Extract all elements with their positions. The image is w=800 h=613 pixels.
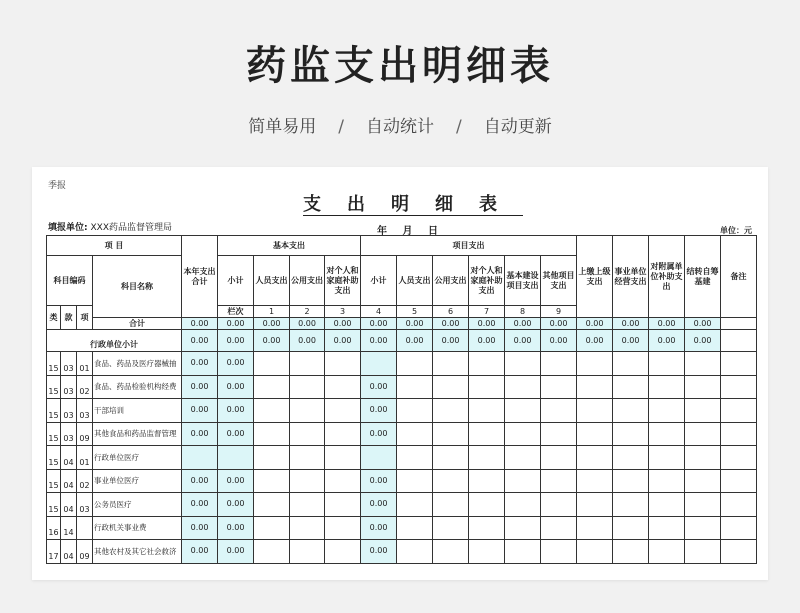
value-empty (649, 540, 685, 564)
table-row (47, 469, 757, 493)
value-basic-subtotal: 0.00 (218, 493, 254, 517)
code-xiang: 01 (77, 446, 93, 470)
value-empty (613, 352, 649, 376)
value-basic-subtotal: 0.00 (218, 422, 254, 446)
report-date: 年 月 日 (377, 226, 438, 237)
value-empty (290, 516, 325, 540)
header-col-10: 基本建设项目支出 (505, 256, 541, 306)
total-remark (721, 318, 757, 330)
header-code-0: 类 (47, 306, 61, 330)
code-kuan: 03 (61, 399, 77, 423)
value-empty (325, 375, 361, 399)
code-xiang: 02 (77, 375, 93, 399)
value-empty (325, 469, 361, 493)
table-row (47, 318, 757, 330)
feature-easy: 简单易用 (248, 117, 317, 137)
total-value: 0.00 (218, 318, 254, 330)
value-empty (541, 493, 577, 517)
subject-name: 干部培训 (93, 399, 182, 423)
code-kuan: 03 (61, 375, 77, 399)
value-empty (290, 469, 325, 493)
total-value: 0.00 (361, 318, 397, 330)
table-row (47, 540, 757, 564)
value-empty (254, 352, 290, 376)
subtotal-value: 0.00 (649, 330, 685, 352)
total-value: 0.00 (577, 318, 613, 330)
code-xiang: 09 (77, 422, 93, 446)
value-empty (433, 493, 469, 517)
value-empty (577, 375, 613, 399)
value-empty (325, 516, 361, 540)
value-empty (613, 540, 649, 564)
value-empty (505, 446, 541, 470)
column-number: 4 (361, 306, 397, 318)
value-empty (397, 422, 433, 446)
value-empty (577, 399, 613, 423)
subject-name: 食品、药品检验机构经费 (93, 375, 182, 399)
value-empty (397, 493, 433, 517)
table-row (47, 352, 757, 376)
header-col-8: 公用支出 (433, 256, 469, 306)
total-value: 0.00 (649, 318, 685, 330)
value-project-subtotal: 0.00 (361, 493, 397, 517)
value-empty (290, 540, 325, 564)
value-project-subtotal (361, 446, 397, 470)
value-empty (433, 399, 469, 423)
value-empty (721, 375, 757, 399)
table-row (47, 330, 757, 352)
value-empty (397, 375, 433, 399)
value-basic-subtotal: 0.00 (218, 352, 254, 376)
value-empty (290, 399, 325, 423)
total-value: 0.00 (290, 318, 325, 330)
code-xiang (77, 516, 93, 540)
subtotal-value: 0.00 (182, 330, 218, 352)
column-number: 1 (254, 306, 290, 318)
code-kuan: 04 (61, 540, 77, 564)
value-basic-subtotal (218, 446, 254, 470)
value-empty (254, 516, 290, 540)
value-empty (254, 469, 290, 493)
value-empty (290, 352, 325, 376)
value-empty (325, 493, 361, 517)
value-empty (649, 399, 685, 423)
code-kuan: 03 (61, 422, 77, 446)
value-empty (433, 516, 469, 540)
value-empty (397, 352, 433, 376)
value-project-subtotal: 0.00 (361, 375, 397, 399)
value-empty (685, 516, 721, 540)
value-empty (649, 469, 685, 493)
header-col-3: 人员支出 (254, 256, 290, 306)
value-empty (469, 399, 505, 423)
value-empty (505, 422, 541, 446)
subject-name: 食品、药品及医疗器械抽 (93, 352, 182, 376)
subtotal-value: 0.00 (361, 330, 397, 352)
separator: / (456, 117, 462, 137)
subtotal-value: 0.00 (218, 330, 254, 352)
code-lei: 15 (47, 469, 61, 493)
value-empty (290, 422, 325, 446)
column-number: 6 (433, 306, 469, 318)
table-row (47, 446, 757, 470)
value-empty (685, 469, 721, 493)
value-empty (433, 446, 469, 470)
code-lei: 15 (47, 446, 61, 470)
subtotal-value: 0.00 (254, 330, 290, 352)
code-kuan: 14 (61, 516, 77, 540)
value-empty (577, 516, 613, 540)
table-row (47, 236, 757, 256)
value-empty (469, 469, 505, 493)
code-kuan: 04 (61, 446, 77, 470)
value-project-subtotal: 0.00 (361, 399, 397, 423)
value-total: 0.00 (182, 516, 218, 540)
value-empty (541, 422, 577, 446)
row-number-label: 栏次 (218, 306, 254, 318)
table-row (47, 399, 757, 423)
subtotal-value: 0.00 (685, 330, 721, 352)
value-empty (721, 446, 757, 470)
column-number: 8 (505, 306, 541, 318)
value-empty (325, 540, 361, 564)
subtotal-value: 0.00 (433, 330, 469, 352)
value-basic-subtotal: 0.00 (218, 540, 254, 564)
value-project-subtotal: 0.00 (361, 469, 397, 493)
value-total: 0.00 (182, 540, 218, 564)
value-empty (469, 493, 505, 517)
subject-name: 事业单位医疗 (93, 469, 182, 493)
header-col-12: 上缴上级支出 (577, 236, 613, 318)
value-empty (469, 375, 505, 399)
code-lei: 15 (47, 422, 61, 446)
value-total: 0.00 (182, 493, 218, 517)
value-empty (649, 422, 685, 446)
value-empty (541, 375, 577, 399)
value-empty (505, 375, 541, 399)
reporting-unit-name: XXX药品监督管理局 (90, 223, 172, 233)
value-empty (613, 516, 649, 540)
subject-name: 行政单位医疗 (93, 446, 182, 470)
value-empty (649, 446, 685, 470)
value-empty (613, 469, 649, 493)
value-empty (505, 540, 541, 564)
value-empty (505, 469, 541, 493)
total-value: 0.00 (685, 318, 721, 330)
table-row (47, 516, 757, 540)
subtotal-remark (721, 330, 757, 352)
code-xiang: 09 (77, 540, 93, 564)
subtotal-value: 0.00 (397, 330, 433, 352)
subject-name: 行政机关事业费 (93, 516, 182, 540)
value-empty (397, 399, 433, 423)
code-kuan: 04 (61, 493, 77, 517)
value-empty (469, 516, 505, 540)
value-empty (721, 469, 757, 493)
value-empty (721, 493, 757, 517)
value-basic-subtotal: 0.00 (218, 469, 254, 493)
value-empty (685, 540, 721, 564)
table-row (47, 422, 757, 446)
subtotal-value: 0.00 (469, 330, 505, 352)
code-lei: 15 (47, 375, 61, 399)
subtotal-label: 行政单位小计 (47, 330, 182, 352)
column-number: 9 (541, 306, 577, 318)
header-col-11: 其他项目支出 (541, 256, 577, 306)
expense-detail-table (46, 235, 757, 564)
value-empty (469, 446, 505, 470)
value-empty (577, 422, 613, 446)
value-empty (290, 375, 325, 399)
value-empty (254, 493, 290, 517)
value-empty (254, 399, 290, 423)
value-empty (577, 469, 613, 493)
value-empty (433, 375, 469, 399)
header-name: 科目名称 (93, 256, 182, 318)
value-empty (721, 516, 757, 540)
reporting-unit-label: 填报单位: (48, 223, 88, 233)
spreadsheet-preview (32, 167, 768, 580)
value-empty (290, 493, 325, 517)
code-xiang: 02 (77, 469, 93, 493)
code-xiang: 01 (77, 352, 93, 376)
subtotal-value: 0.00 (613, 330, 649, 352)
column-number: 5 (397, 306, 433, 318)
value-total: 0.00 (182, 352, 218, 376)
column-number: 7 (469, 306, 505, 318)
value-empty (254, 375, 290, 399)
value-empty (325, 399, 361, 423)
value-total (182, 446, 218, 470)
value-empty (721, 540, 757, 564)
document-title (32, 190, 768, 216)
code-lei: 15 (47, 352, 61, 376)
code-xiang: 03 (77, 493, 93, 517)
value-project-subtotal: 0.00 (361, 422, 397, 446)
value-empty (577, 352, 613, 376)
value-empty (397, 469, 433, 493)
subject-name: 公务员医疗 (93, 493, 182, 517)
value-empty (541, 516, 577, 540)
code-kuan: 03 (61, 352, 77, 376)
column-number: 2 (290, 306, 325, 318)
value-empty (433, 540, 469, 564)
code-xiang: 03 (77, 399, 93, 423)
subject-name: 其他农村及其它社会救济 (93, 540, 182, 564)
value-empty (541, 399, 577, 423)
value-empty (433, 422, 469, 446)
value-empty (254, 422, 290, 446)
value-empty (685, 352, 721, 376)
value-empty (290, 446, 325, 470)
header-col-4: 公用支出 (290, 256, 325, 306)
table-row (47, 375, 757, 399)
value-empty (721, 352, 757, 376)
column-number: 3 (325, 306, 361, 318)
subject-name: 其他食品和药品监督管理 (93, 422, 182, 446)
value-empty (649, 493, 685, 517)
value-empty (254, 540, 290, 564)
header-col-7: 人员支出 (397, 256, 433, 306)
total-value: 0.00 (182, 318, 218, 330)
header-code-2: 项 (77, 306, 93, 330)
value-empty (613, 493, 649, 517)
subtotal-value: 0.00 (325, 330, 361, 352)
value-empty (469, 540, 505, 564)
value-empty (433, 469, 469, 493)
header-col-15: 结转自筹基建 (685, 236, 721, 318)
value-total: 0.00 (182, 422, 218, 446)
value-empty (649, 516, 685, 540)
feature-auto-stat: 自动统计 (366, 117, 434, 137)
value-empty (469, 422, 505, 446)
value-total: 0.00 (182, 399, 218, 423)
header-item-group: 项 目 (47, 236, 182, 256)
separator: / (338, 117, 344, 137)
value-project-subtotal: 0.00 (361, 516, 397, 540)
value-empty (721, 399, 757, 423)
total-value: 0.00 (505, 318, 541, 330)
value-empty (505, 493, 541, 517)
value-empty (433, 352, 469, 376)
header-project-group: 项目支出 (361, 236, 577, 256)
value-empty (685, 422, 721, 446)
total-value: 0.00 (433, 318, 469, 330)
value-empty (577, 540, 613, 564)
value-project-subtotal (361, 352, 397, 376)
value-empty (254, 446, 290, 470)
header-col-13: 事业单位经营支出 (613, 236, 649, 318)
value-empty (325, 352, 361, 376)
header-code: 科目编码 (47, 256, 93, 306)
header-code-1: 款 (61, 306, 77, 330)
value-empty (613, 446, 649, 470)
value-empty (505, 352, 541, 376)
value-empty (649, 352, 685, 376)
reporting-unit (48, 220, 172, 233)
value-empty (685, 446, 721, 470)
value-empty (541, 352, 577, 376)
value-empty (685, 375, 721, 399)
value-empty (397, 516, 433, 540)
header-col-9: 对个人和家庭补助支出 (469, 256, 505, 306)
value-empty (505, 516, 541, 540)
value-basic-subtotal: 0.00 (218, 399, 254, 423)
value-empty (685, 399, 721, 423)
header-col-6: 小计 (361, 256, 397, 306)
table-row (47, 493, 757, 517)
value-basic-subtotal: 0.00 (218, 516, 254, 540)
value-empty (685, 493, 721, 517)
currency-unit: 单位：元 (720, 226, 752, 235)
page-title: 药监支出明细表 (246, 43, 554, 89)
value-project-subtotal: 0.00 (361, 540, 397, 564)
subtotal-value: 0.00 (577, 330, 613, 352)
value-empty (721, 422, 757, 446)
total-value: 0.00 (325, 318, 361, 330)
document-title-text: 支出明细表 (303, 194, 523, 215)
value-empty (649, 375, 685, 399)
value-empty (397, 540, 433, 564)
value-empty (577, 493, 613, 517)
total-label: 合计 (93, 318, 182, 330)
value-empty (613, 422, 649, 446)
total-value: 0.00 (397, 318, 433, 330)
total-value: 0.00 (254, 318, 290, 330)
subtotal-value: 0.00 (505, 330, 541, 352)
total-value: 0.00 (541, 318, 577, 330)
value-empty (397, 446, 433, 470)
header-col-5: 对个人和家庭补助支出 (325, 256, 361, 306)
value-basic-subtotal: 0.00 (218, 375, 254, 399)
subtotal-value: 0.00 (290, 330, 325, 352)
value-empty (325, 446, 361, 470)
feature-auto-update: 自动更新 (483, 117, 552, 137)
value-empty (577, 446, 613, 470)
code-lei: 16 (47, 516, 61, 540)
total-value: 0.00 (613, 318, 649, 330)
value-empty (469, 352, 505, 376)
value-empty (613, 399, 649, 423)
header-col-1: 本年支出合计 (182, 236, 218, 318)
value-empty (541, 540, 577, 564)
value-empty (505, 399, 541, 423)
value-total: 0.00 (182, 469, 218, 493)
header-col-2: 小计 (218, 256, 254, 306)
value-empty (541, 469, 577, 493)
value-total: 0.00 (182, 375, 218, 399)
subtotal-value: 0.00 (541, 330, 577, 352)
code-lei: 15 (47, 493, 61, 517)
header-col-16: 备注 (721, 236, 757, 318)
code-lei: 15 (47, 399, 61, 423)
code-kuan: 04 (61, 469, 77, 493)
value-empty (541, 446, 577, 470)
header-col-14: 对附属单位补助支出 (649, 236, 685, 318)
code-lei: 17 (47, 540, 61, 564)
value-empty (325, 422, 361, 446)
season-label: 季报 (48, 181, 67, 191)
total-value: 0.00 (469, 318, 505, 330)
header-basic-group: 基本支出 (218, 236, 361, 256)
value-empty (613, 375, 649, 399)
page-subtitle (0, 112, 800, 137)
